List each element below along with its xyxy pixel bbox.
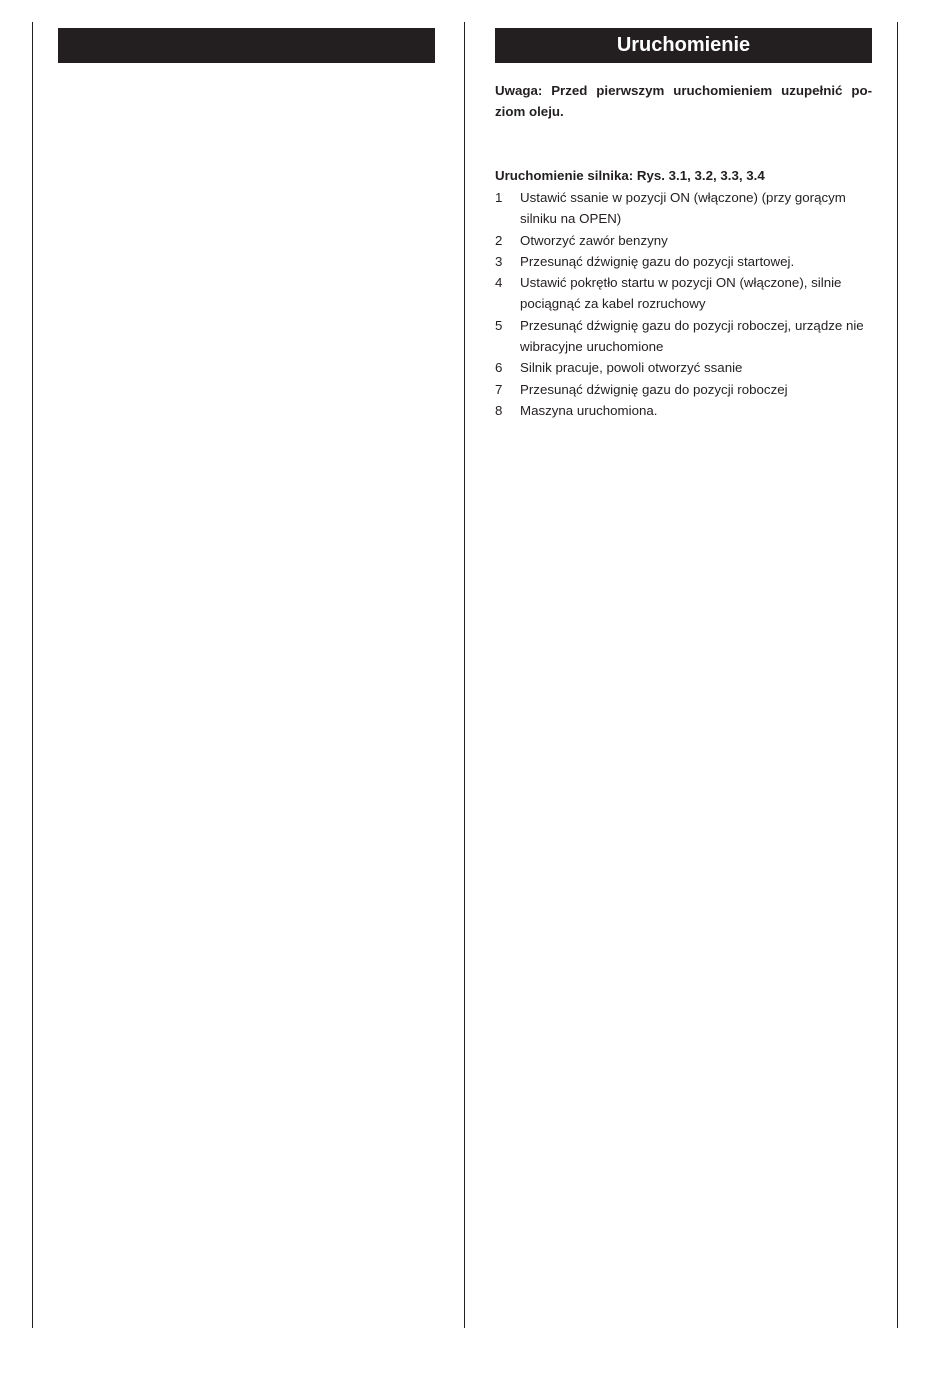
step-number: 8 xyxy=(495,402,503,418)
section-header-bar xyxy=(495,28,872,63)
list-item xyxy=(495,357,872,378)
step-text: Ustawić ssanie w pozycji ON (włączone) (przy gorącym silniku na OPEN) xyxy=(520,190,846,227)
list-item xyxy=(495,272,872,315)
step-text: Przesunąć dźwignię gazu do pozycji roboczej, urządze nie wibracyjne uruchomione xyxy=(520,317,864,355)
list-item xyxy=(495,315,872,358)
oil-warning-note: Uwaga: Przed pierwszym uruchomieniem uzupełnić po-ziom oleju. xyxy=(495,83,872,120)
step-number: 7 xyxy=(495,381,503,397)
list-item xyxy=(495,379,872,400)
step-text: Przesunąć dźwignię gazu do pozycji startowej. xyxy=(520,253,795,269)
step-number: 6 xyxy=(495,360,503,376)
section-title: Uruchomienie xyxy=(616,34,751,56)
step-number: 3 xyxy=(495,253,503,269)
column-divider-line xyxy=(464,22,465,1328)
steps-heading: Uruchomienie silnika: Rys. 3.1, 3.2, 3.3, 3.4 xyxy=(495,168,765,183)
step-number: 1 xyxy=(495,190,503,205)
left-border-line xyxy=(32,22,33,1328)
list-item xyxy=(495,230,872,251)
list-item xyxy=(495,400,872,421)
step-number: 2 xyxy=(495,232,503,248)
left-section-header-bar xyxy=(58,28,435,63)
right-border-line xyxy=(897,22,898,1328)
list-item xyxy=(495,187,872,230)
step-text: Przesunąć dźwignię gazu do pozycji roboczej xyxy=(520,381,788,397)
step-text: Ustawić pokrętło startu w pozycji ON (włączone), silnie pociągnąć za kabel rozruchowy xyxy=(520,275,842,312)
step-text: Maszyna uruchomiona. xyxy=(520,402,658,418)
step-text: Silnik pracuje, powoli otworzyć ssanie xyxy=(520,360,743,376)
list-item xyxy=(495,251,872,272)
step-number: 4 xyxy=(495,275,503,291)
step-text: Otworzyć zawór benzyny xyxy=(520,232,668,248)
step-number: 5 xyxy=(495,317,503,333)
start-steps-list xyxy=(495,187,872,421)
